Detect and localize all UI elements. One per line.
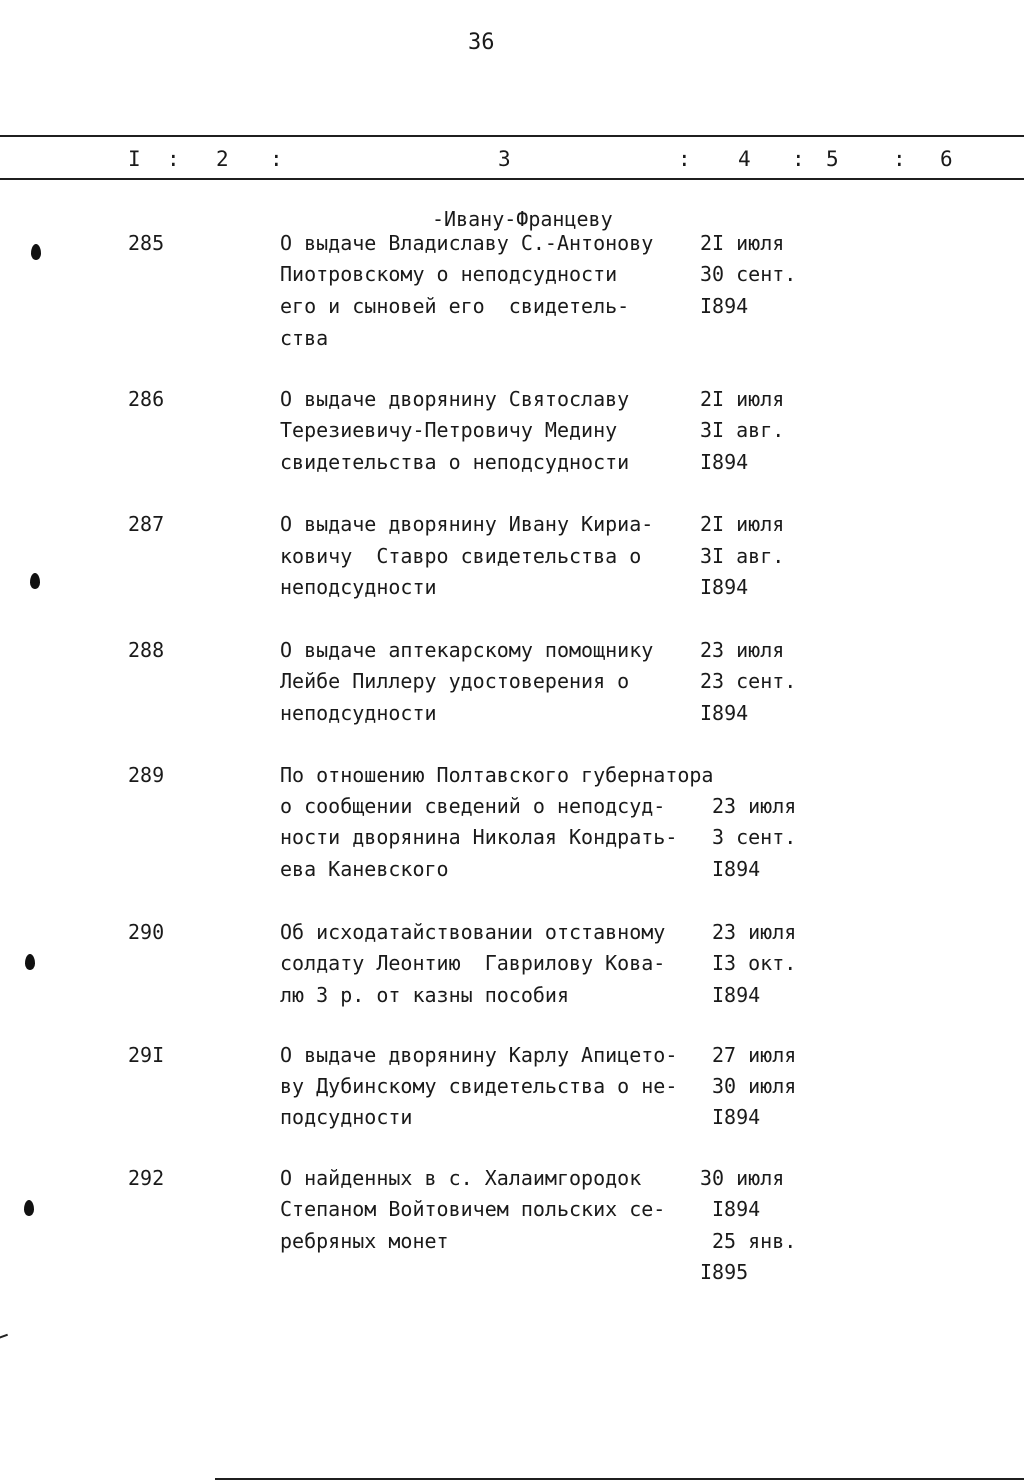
entry-date-line: 2I июля <box>700 512 785 536</box>
column-separator: : <box>167 147 180 171</box>
entry-description-line: ву Дубинскому свидетельства о не- <box>280 1074 678 1098</box>
entry-description-line: неподсудности <box>280 575 437 599</box>
entry-date-line: I894 <box>712 1105 761 1129</box>
column-header-3: 3 <box>498 147 511 171</box>
entry-description-line: ребряных монет <box>280 1229 449 1253</box>
column-header-2: 2 <box>216 147 229 171</box>
binding-hole-mark <box>30 573 40 589</box>
entry-date-line: 2I июля <box>700 231 785 255</box>
column-header-4: 4 <box>738 147 751 171</box>
column-header-5: 5 <box>826 147 839 171</box>
binding-hole-mark <box>25 954 35 970</box>
entry-description-line: свидетельства о неподсудности <box>280 450 630 474</box>
entry-description-line: Лейбе Пиллеру удостоверения о <box>280 669 630 693</box>
entry-date-line: 3 сент. <box>712 825 797 849</box>
entry-description-line: Об исходатайствовании отставному <box>280 920 666 944</box>
column-separator: : <box>678 147 691 171</box>
entry-description-line: Терезиевичу-Петровичу Медину <box>280 418 618 442</box>
entry-date-line: 3I авг. <box>700 544 785 568</box>
entry-description-line: О выдаче дворянину Карлу Апицето- <box>280 1043 678 1067</box>
header-bottom-rule <box>0 178 1024 180</box>
column-header-6: 6 <box>940 147 953 171</box>
entry-date-line: 25 янв. <box>712 1229 797 1253</box>
column-separator: : <box>893 147 906 171</box>
entry-description-line: О выдаче дворянину Святославу <box>280 387 630 411</box>
entry-number: 287 <box>128 512 165 536</box>
entry-date-line: 30 июля <box>700 1166 785 1190</box>
entry-description-line: Пиотровскому о неподсудности <box>280 262 618 286</box>
entry-description-line: лю 3 р. от казны пособия <box>280 983 569 1007</box>
entry-description-line: О выдаче Владиславу С.-Антонову <box>280 231 654 255</box>
entry-date-line: I894 <box>712 1197 761 1221</box>
entry-date-line: I3 окт. <box>712 951 797 975</box>
entry-date-line: I894 <box>712 983 761 1007</box>
header-top-rule <box>0 135 1024 137</box>
entry-number: 288 <box>128 638 165 662</box>
entry-date-line: I894 <box>700 575 749 599</box>
page-number: 36 <box>468 30 495 55</box>
entry-date-line: 23 июля <box>712 920 797 944</box>
column-header-1: I <box>128 147 141 171</box>
entry-description-line: ковичу Ставро свидетельства о <box>280 544 642 568</box>
entry-description-line: его и сыновей его свидетель- <box>280 294 630 318</box>
entry-number: 286 <box>128 387 165 411</box>
entry-description-line: неподсудности <box>280 701 437 725</box>
entry-number: 285 <box>128 231 165 255</box>
margin-stroke-mark <box>0 1334 12 1351</box>
entry-number: 290 <box>128 920 165 944</box>
entry-date-line: 23 июля <box>700 638 785 662</box>
entry-description-line: подсудности <box>280 1105 413 1129</box>
entry-description-line: солдату Леонтию Гаврилову Кова- <box>280 951 666 975</box>
entry-date-line: 23 июля <box>712 794 797 818</box>
entry-description-line: ности дворянина Николая Кондрать- <box>280 825 678 849</box>
insertion-note: -Ивану-Францеву <box>432 207 613 231</box>
entry-date-line: 3I авг. <box>700 418 785 442</box>
entry-description-line: О выдаче дворянину Ивану Кириа- <box>280 512 654 536</box>
page-bottom-rule <box>215 1478 1024 1480</box>
binding-hole-mark <box>31 244 41 260</box>
entry-description-line: О выдаче аптекарскому помощнику <box>280 638 654 662</box>
entry-date-line: 23 сент. <box>700 669 797 693</box>
entry-date-line: 27 июля <box>712 1043 797 1067</box>
entry-number: 289 <box>128 763 165 787</box>
entry-number: 29I <box>128 1043 165 1067</box>
column-separator: : <box>270 147 283 171</box>
entry-date-line: I895 <box>700 1260 749 1284</box>
entry-description-line: По отношению Полтавского губернатора <box>280 763 714 787</box>
entry-number: 292 <box>128 1166 165 1190</box>
entry-description-line: о сообщении сведений о неподсуд- <box>280 794 666 818</box>
entry-description-line: ства <box>280 326 329 350</box>
entry-date-line: 30 сент. <box>700 262 797 286</box>
entry-date-line: 2I июля <box>700 387 785 411</box>
entry-date-line: I894 <box>700 294 749 318</box>
entry-description-line: ева Каневского <box>280 857 449 881</box>
binding-hole-mark <box>24 1200 34 1216</box>
entry-date-line: I894 <box>700 450 749 474</box>
entry-date-line: 30 июля <box>712 1074 797 1098</box>
column-separator: : <box>792 147 805 171</box>
entry-description-line: Степаном Войтовичем польских се- <box>280 1197 666 1221</box>
entry-description-line: О найденных в с. Халаимгородок <box>280 1166 642 1190</box>
entry-date-line: I894 <box>712 857 761 881</box>
entry-date-line: I894 <box>700 701 749 725</box>
